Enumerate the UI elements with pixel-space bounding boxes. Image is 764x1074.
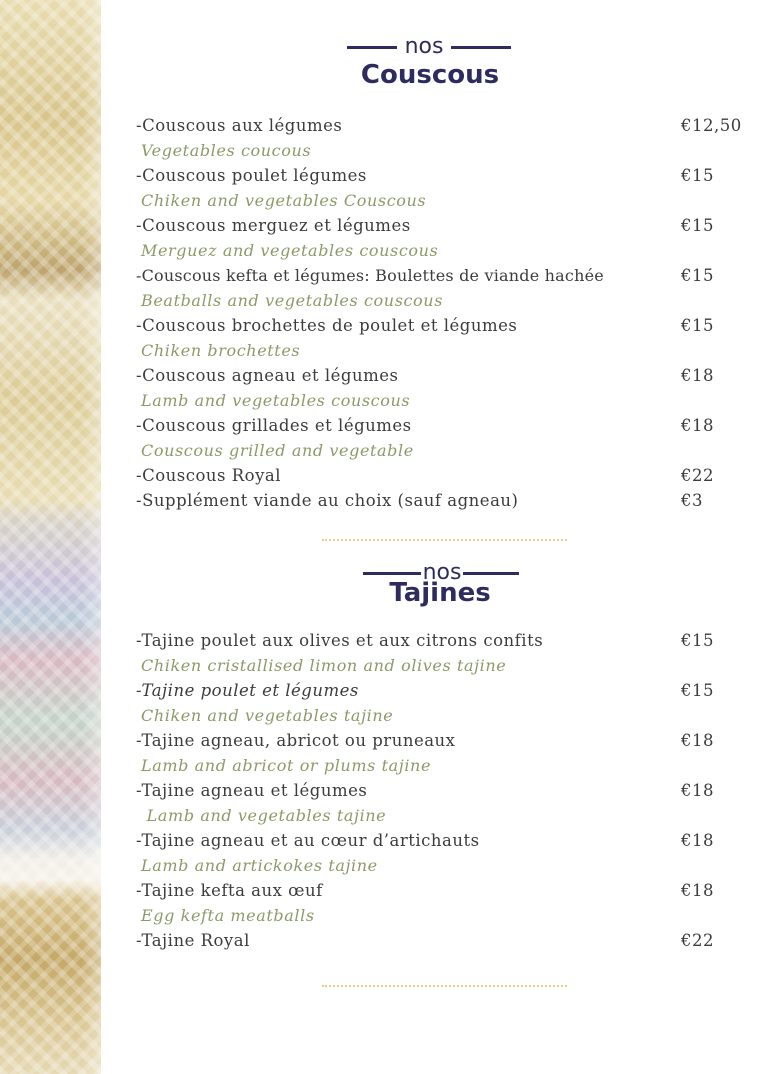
menu-item bbox=[136, 831, 756, 875]
item-name: -Couscous Royal bbox=[136, 466, 282, 485]
dotted-divider bbox=[322, 985, 567, 987]
couscous-nos-heading bbox=[338, 33, 520, 61]
menu-item bbox=[136, 466, 756, 491]
item-price: €18 bbox=[681, 881, 714, 900]
item-price: €15 bbox=[681, 266, 714, 285]
item-name: -Tajine Royal bbox=[136, 931, 250, 950]
nos-label: nos bbox=[422, 560, 462, 585]
menu-item bbox=[136, 166, 756, 210]
menu-item bbox=[136, 416, 756, 460]
item-translation: Vegetables coucous bbox=[141, 141, 312, 160]
item-translation: Chiken cristallised limon and olives tajine bbox=[141, 656, 507, 675]
item-price: €18 bbox=[681, 366, 714, 385]
item-price: €18 bbox=[681, 416, 714, 435]
item-price: €18 bbox=[681, 781, 714, 800]
tajines-section-title: Tajines bbox=[389, 578, 491, 608]
item-name: -Supplément viande au choix (sauf agneau) bbox=[136, 491, 519, 510]
menu-item bbox=[136, 316, 756, 360]
item-price: €22 bbox=[681, 466, 714, 485]
item-name: -Tajine poulet aux olives et aux citrons confits bbox=[136, 631, 544, 650]
item-price: €15 bbox=[681, 216, 714, 235]
menu-item bbox=[136, 681, 756, 725]
item-price: €18 bbox=[681, 831, 714, 850]
item-translation: Chiken and vegetables tajine bbox=[141, 706, 394, 725]
item-price: €22 bbox=[681, 931, 714, 950]
item-translation: Couscous grilled and vegetable bbox=[141, 441, 414, 460]
menu-item bbox=[136, 266, 756, 310]
item-name: -Tajine agneau et au cœur d’artichauts bbox=[136, 831, 480, 850]
item-price: €3 bbox=[681, 491, 703, 510]
item-price: €15 bbox=[681, 631, 714, 650]
nos-label: nos bbox=[404, 34, 444, 59]
menu-item bbox=[136, 116, 756, 160]
menu-item bbox=[136, 881, 756, 925]
menu-item bbox=[136, 631, 756, 675]
item-translation: Chiken brochettes bbox=[141, 341, 301, 360]
menu-item bbox=[136, 216, 756, 260]
menu-item bbox=[136, 491, 756, 516]
menu-item bbox=[136, 731, 756, 775]
item-price: €15 bbox=[681, 681, 714, 700]
item-name: -Couscous agneau et légumes bbox=[136, 366, 399, 385]
item-translation: Egg kefta meatballs bbox=[141, 906, 315, 925]
item-price: €12,50 bbox=[681, 116, 742, 135]
item-translation: Lamb and vegetables tajine bbox=[141, 806, 387, 825]
item-price: €18 bbox=[681, 731, 714, 750]
item-name: -Tajine agneau et légumes bbox=[136, 781, 368, 800]
item-translation: Chiken and vegetables Couscous bbox=[141, 191, 427, 210]
item-name: -Couscous poulet légumes bbox=[136, 166, 367, 185]
item-name: -Couscous grillades et légumes bbox=[136, 416, 412, 435]
item-name: -Tajine poulet et légumes bbox=[136, 681, 359, 700]
item-name: -Couscous brochettes de poulet et légumes bbox=[136, 316, 518, 335]
couscous-section-title: Couscous bbox=[360, 60, 500, 90]
menu-item bbox=[136, 931, 756, 956]
item-name: -Tajine agneau, abricot ou pruneaux bbox=[136, 731, 456, 750]
item-name: -Couscous merguez et légumes bbox=[136, 216, 411, 235]
item-translation: Merguez and vegetables couscous bbox=[141, 241, 439, 260]
decorative-moroccan-pattern-image bbox=[0, 0, 101, 1074]
item-translation: Beatballs and vegetables couscous bbox=[141, 291, 444, 310]
item-name: -Tajine kefta aux œuf bbox=[136, 881, 323, 900]
menu-item bbox=[136, 781, 756, 825]
menu-item bbox=[136, 366, 756, 410]
item-translation: Lamb and abricot or plums tajine bbox=[141, 756, 432, 775]
item-name: -Couscous aux légumes bbox=[136, 116, 343, 135]
item-translation: Lamb and vegetables couscous bbox=[141, 391, 411, 410]
item-price: €15 bbox=[681, 166, 714, 185]
item-name: -Couscous kefta et légumes: Boulettes de viande hachée bbox=[136, 266, 604, 285]
item-price: €15 bbox=[681, 316, 714, 335]
item-translation: Lamb and artickokes tajine bbox=[141, 856, 378, 875]
dotted-divider bbox=[322, 539, 567, 541]
